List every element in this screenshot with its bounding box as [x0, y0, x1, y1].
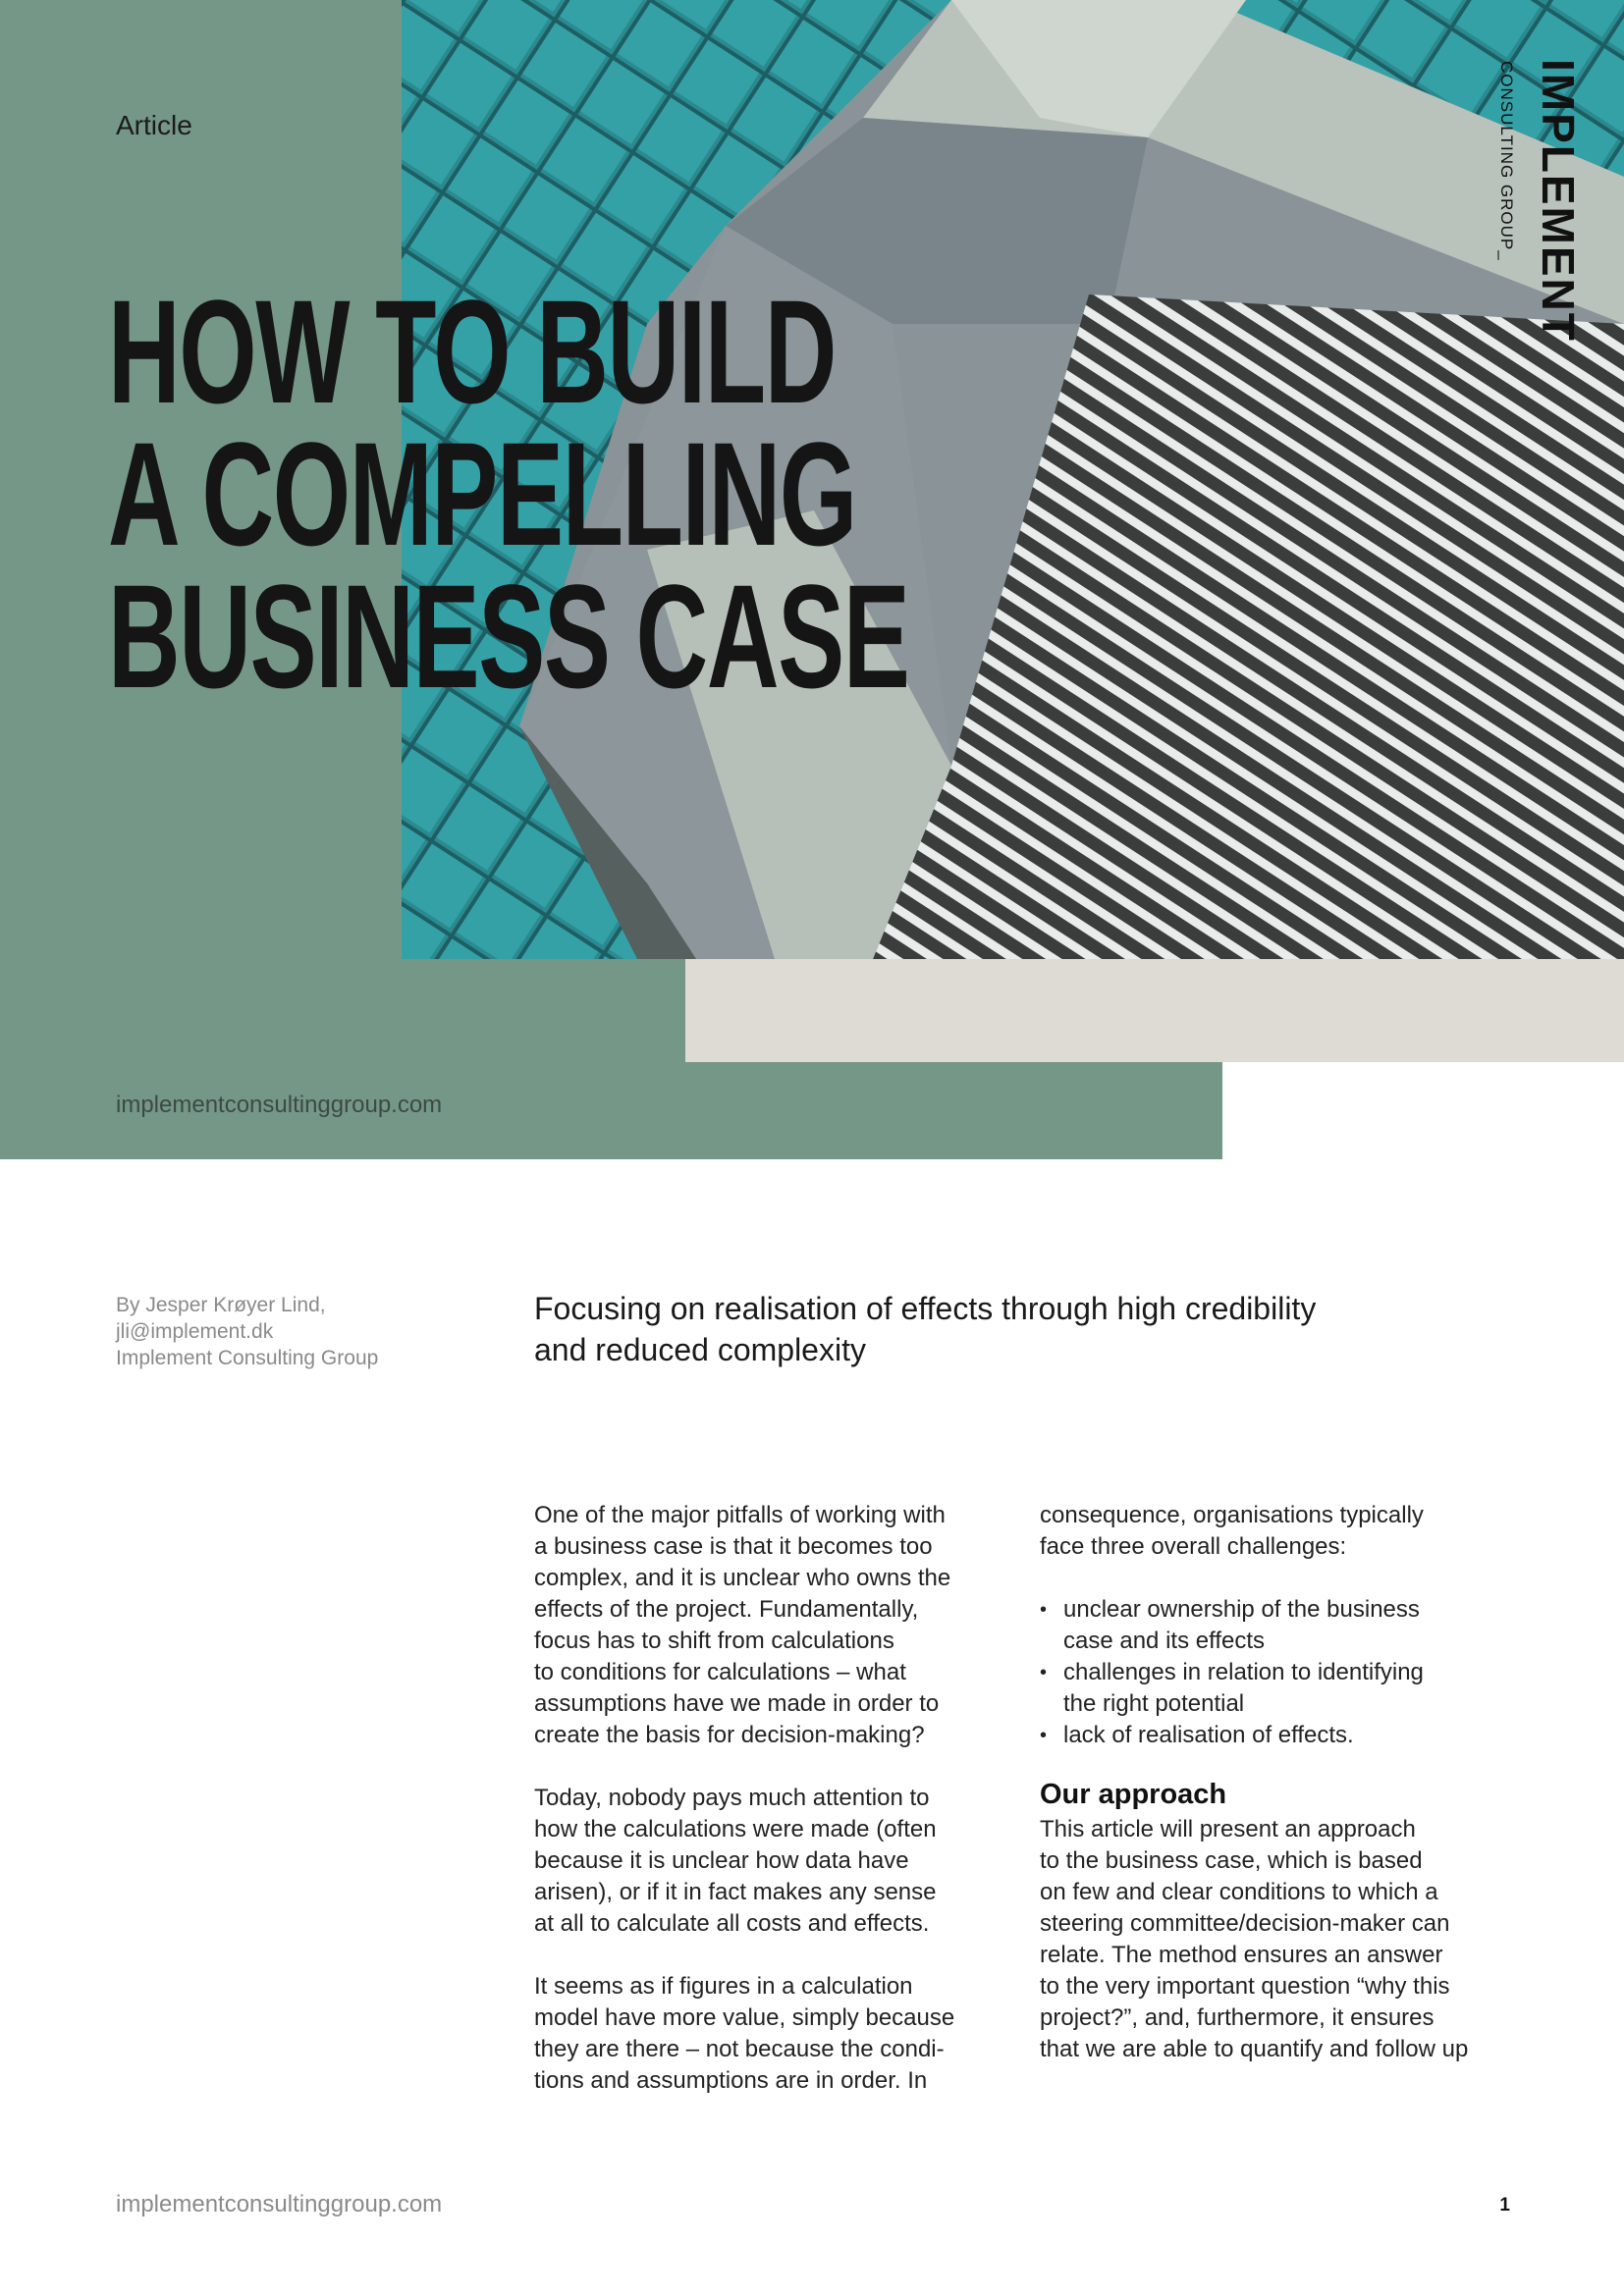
text-line: steering committee/decision-maker can	[1040, 1910, 1450, 1937]
list-item	[1040, 1594, 1570, 1657]
author-company: Implement Consulting Group	[116, 1347, 379, 1369]
text-line: they are there – not because the condi-	[534, 2036, 945, 2062]
text-line: project?”, and, furthermore, it ensures	[1040, 2004, 1435, 2031]
body-paragraph-3	[534, 1971, 1015, 2097]
section-heading-our-approach: Our approach	[1040, 1779, 1227, 1810]
author-email[interactable]: jli@implement.dk	[116, 1320, 274, 1343]
text-line: relate. The method ensures an answer	[1040, 1942, 1443, 1968]
article-label: Article	[116, 110, 192, 140]
text-line: One of the major pitfalls of working with	[534, 1502, 946, 1528]
list-item	[1040, 1720, 1570, 1751]
beige-accent-block	[685, 959, 1624, 1062]
paragraph-spacer	[534, 1940, 1015, 1971]
body-column-left	[534, 1500, 1015, 2097]
title-line-1: HOW TO BUILD	[108, 269, 837, 434]
article-title	[108, 269, 909, 719]
challenges-list	[1040, 1594, 1570, 1751]
text-line: case and its effects	[1063, 1628, 1266, 1654]
body-paragraph-1	[534, 1500, 1015, 1751]
text-line: complex, and it is unclear who owns the	[534, 1565, 951, 1591]
text-line: • lack of realisation of effects.	[1063, 1722, 1354, 1748]
body-paragraph-2	[534, 1783, 1015, 1940]
text-line: arisen), or if it in fact makes any sense	[534, 1879, 937, 1905]
text-line: to the very important question “why this	[1040, 1973, 1450, 2000]
text-line: tions and assumptions are in order. In	[534, 2067, 928, 2094]
title-line-3: BUSINESS CASE	[108, 554, 909, 719]
text-line: create the basis for decision-making?	[534, 1722, 925, 1748]
text-line: how the calculations were made (often	[534, 1816, 937, 1842]
text-line: on few and clear conditions to which a	[1040, 1879, 1438, 1905]
text-line: to conditions for calculations – what	[534, 1659, 906, 1685]
text-line: consequence, organisations typically	[1040, 1502, 1424, 1528]
text-line: at all to calculate all costs and effects.	[534, 1910, 930, 1937]
body-intro	[1040, 1500, 1570, 1563]
text-line: This article will present an approach	[1040, 1816, 1416, 1842]
brand-logo-name: IMPLEMENT	[1533, 59, 1584, 343]
text-line: assumptions have we made in order to	[534, 1690, 940, 1717]
text-line: effects of the project. Fundamentally,	[534, 1596, 919, 1623]
author-name: By Jesper Krøyer Lind,	[116, 1294, 326, 1316]
text-line: It seems as if figures in a calculation	[534, 1973, 913, 2000]
page-number: 1	[1499, 2195, 1510, 2216]
text-line: focus has to shift from calculations	[534, 1628, 894, 1654]
text-line: that we are able to quantify and follow up	[1040, 2036, 1469, 2062]
approach-paragraph	[1040, 1814, 1570, 2065]
subtitle-line-1: Focusing on realisation of effects through high credibility	[534, 1291, 1317, 1326]
footer-website-link[interactable]: implementconsultinggroup.com	[116, 2191, 443, 2217]
brand-logo-tagline: CONSULTING GROUP_	[1497, 61, 1516, 261]
list-item	[1040, 1657, 1570, 1720]
author-byline	[116, 1292, 378, 1371]
text-line: because it is unclear how data have	[534, 1847, 909, 1874]
subtitle-line-2: and reduced complexity	[534, 1332, 866, 1367]
text-line: Today, nobody pays much attention to	[534, 1785, 930, 1811]
text-line: model have more value, simply because	[534, 2004, 955, 2031]
text-line: to the business case, which is based	[1040, 1847, 1423, 1874]
title-line-2: A COMPELLING	[108, 411, 856, 576]
paragraph-spacer	[534, 1751, 1015, 1783]
article-subtitle	[534, 1288, 1516, 1370]
body-column-right	[1040, 1500, 1570, 2065]
text-line: face three overall challenges:	[1040, 1533, 1347, 1560]
text-line: • challenges in relation to identifying	[1063, 1659, 1424, 1685]
hero-website-link[interactable]: implementconsultinggroup.com	[116, 1092, 443, 1118]
text-line: a business case is that it becomes too	[534, 1533, 933, 1560]
text-line: the right potential	[1063, 1690, 1245, 1717]
text-line: • unclear ownership of the business	[1063, 1596, 1420, 1623]
